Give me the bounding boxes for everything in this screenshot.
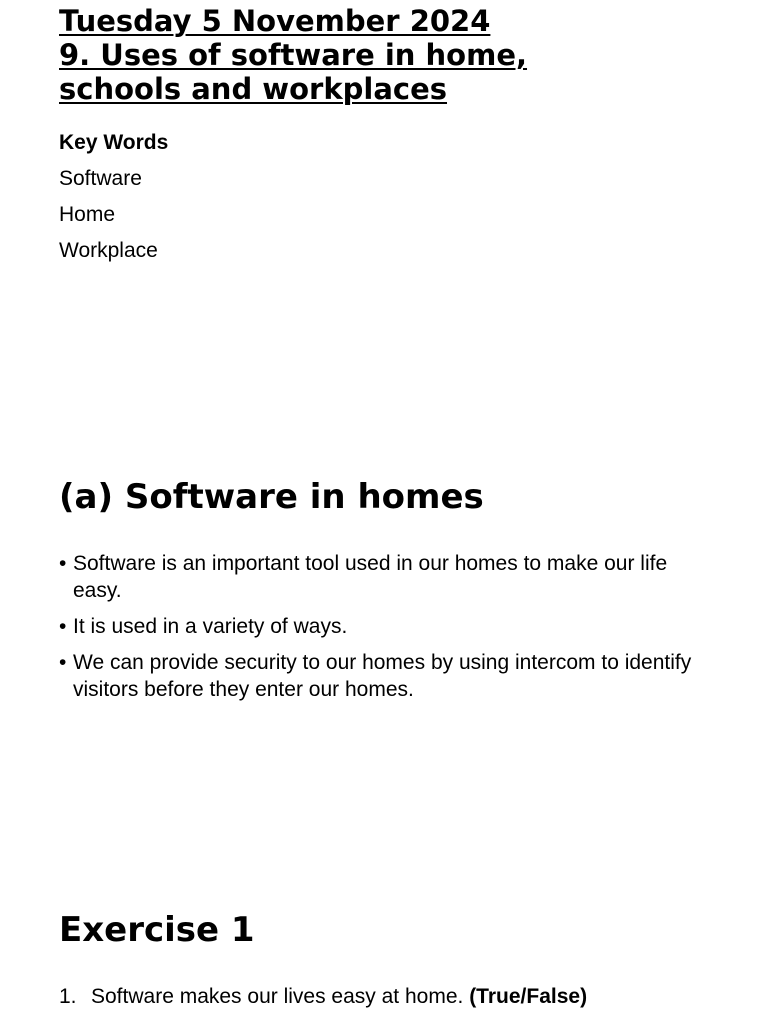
bullet-icon: • <box>59 615 67 638</box>
exercise-answer-hint: (True/False) <box>469 985 588 1008</box>
title-line-2: schools and workplaces <box>59 72 448 106</box>
bullet-text: Software is an important tool used in our homes to make our life easy. <box>73 552 668 602</box>
exercise-list <box>59 983 739 1019</box>
exercise-item <box>59 983 739 1011</box>
key-words-heading: Key Words <box>59 131 169 154</box>
bullet-item <box>59 649 719 703</box>
title-line-1: 9. Uses of software in home, <box>59 38 528 72</box>
bullet-icon: • <box>59 552 67 575</box>
section-a-bullet-list <box>59 550 719 712</box>
key-word-item: Home <box>59 203 116 226</box>
key-words-section <box>59 128 168 272</box>
title-date: Tuesday 5 November 2024 <box>59 4 491 38</box>
page-title <box>59 4 719 106</box>
exercise-heading: Exercise 1 <box>59 910 255 950</box>
bullet-text: We can provide security to our homes by using intercom to identify visitors before they enter our homes. <box>73 651 692 701</box>
bullet-item <box>59 613 719 640</box>
key-word-item: Software <box>59 167 142 190</box>
exercise-number: 1. <box>59 985 77 1008</box>
bullet-item <box>59 550 719 604</box>
bullet-icon: • <box>59 651 67 674</box>
bullet-text: It is used in a variety of ways. <box>73 615 348 638</box>
exercise-text: Software makes our lives easy at home. <box>91 985 464 1008</box>
key-word-item: Workplace <box>59 239 158 262</box>
section-a-heading: (a) Software in homes <box>59 477 484 517</box>
